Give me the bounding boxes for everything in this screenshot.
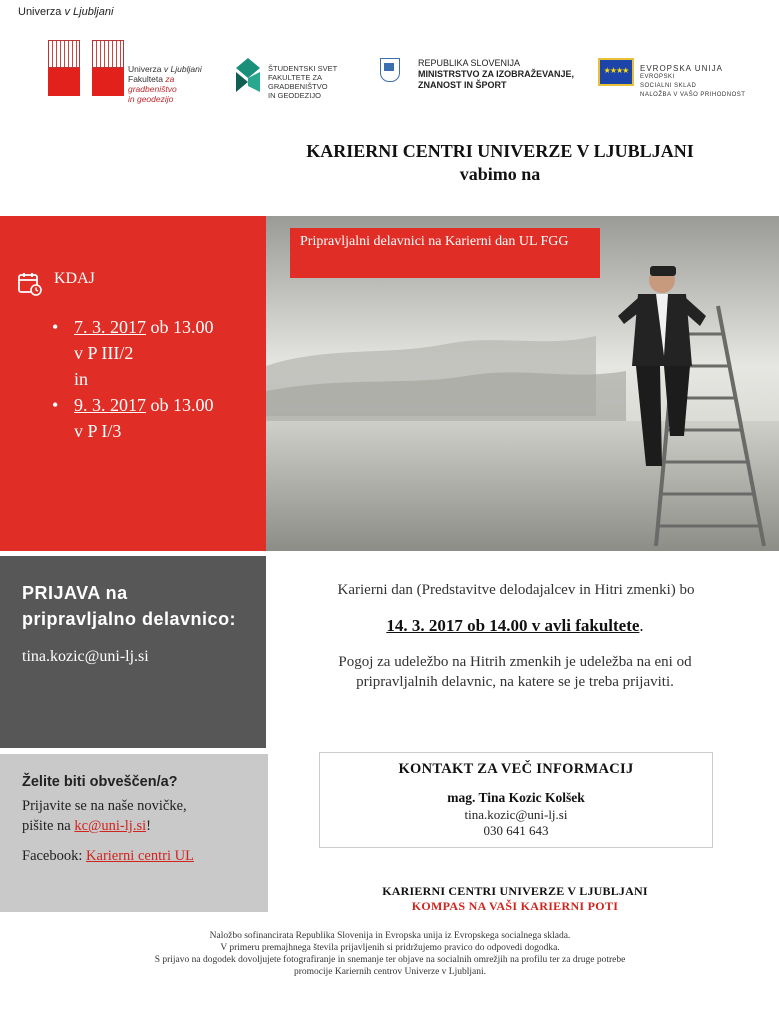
calendar-clock-icon <box>18 272 42 296</box>
logo-strip <box>48 38 748 104</box>
contact-name: mag. Tina Kozic Kolšek <box>447 790 585 805</box>
ministry-logo <box>380 54 600 98</box>
contact-box <box>319 752 713 848</box>
date-link: 7. 3. 2017 <box>74 317 146 337</box>
contact-email[interactable]: tina.kozic@uni-lj.si <box>464 807 568 822</box>
event-date: 14. 3. 2017 ob 14.00 v avli fakultete. <box>386 616 644 635</box>
registration-heading: PRIJAVA na pripravljalno delavnico: <box>22 583 237 629</box>
ul-fgg-logo <box>48 38 218 104</box>
room-label: v P I/3 <box>74 421 122 441</box>
student-council-text: ŠTUDENTSKI SVET FAKULTETE ZA GRADBENIŠTVO IN GEODEZIJO <box>268 64 338 100</box>
page-subtitle: vabimo na <box>459 164 541 184</box>
newsletter-question: Želite biti obveščen/a? <box>22 774 178 790</box>
student-council-logo <box>236 58 376 98</box>
ul-tower-icon <box>48 40 80 96</box>
brand-prefix: Univerza <box>18 6 65 18</box>
when-panel <box>0 216 266 551</box>
contact-phone: 030 641 643 <box>483 823 549 838</box>
event-condition: Pogoj za udeležbo na Hitrih zmenkih je udeležba na eni od pripravljalnih delavnic, na katere se je treba prijaviti. <box>338 654 692 690</box>
registration-panel <box>0 556 266 748</box>
date-link: 9. 3. 2017 <box>74 395 146 415</box>
newsletter-text: Prijavite se na naše novičke, pišite na kc@uni-lj.si! <box>22 798 187 834</box>
newsletter-email-link[interactable]: kc@uni-lj.si <box>74 818 147 834</box>
ul-fgg-logo-text: Univerza v Ljubljani Fakulteta za gradbeništvo in geodezijo <box>128 64 202 104</box>
date-item: • 9. 3. 2017 ob 13.00 v P I/3 <box>52 395 214 441</box>
brand-emph: v Ljubljani <box>64 6 114 18</box>
eu-flag-icon: ★★★★ <box>598 58 634 86</box>
fgg-tower-icon <box>92 40 124 96</box>
facebook-line: Facebook: Karierni centri UL <box>22 848 194 864</box>
promo-banner: Pripravljalni delavnici na Karierni dan UL FGG <box>290 228 600 278</box>
ministry-text: REPUBLIKA SLOVENIJA MINISTRSTVO ZA IZOBRAŽEVANJE, ZNANOST IN ŠPORT <box>418 58 575 90</box>
newsletter-panel <box>0 754 268 912</box>
student-council-icon <box>236 58 260 94</box>
footer-slogan: KOMPAS NA VAŠI KARIERNI POTI <box>411 899 619 913</box>
date-item: • 7. 3. 2017 ob 13.00 v P III/2 <box>52 317 214 363</box>
eu-text: EVROPSKA UNIJA EVROPSKI SOCIALNI SKLAD NALOŽBA V VAŠO PRIHODNOST <box>640 64 746 98</box>
top-brand <box>18 6 113 18</box>
fine-print: Naložbo sofinancirata Republika Slovenija in Evropska unija iz Evropskega socialnega sklada. V primeru premajhnega števila prijavljenih si pridržujemo pravico do odpovedi dogodka. S prijavo na dogodek dovoljujete fotografiranje in snemanje ter objave na socialnih omrežjih na profilu ter za druge potrebe promocije Kariernih centrov Univerze v Ljubljani. <box>154 931 626 977</box>
slovenia-coat-of-arms-icon <box>380 58 400 82</box>
date-list <box>24 314 264 444</box>
facebook-link[interactable]: Karierni centri UL <box>86 848 194 864</box>
date-connector: in <box>74 369 89 389</box>
footer-org: KARIERNI CENTRI UNIVERZE V LJUBLJANI <box>382 884 648 898</box>
room-label: v P III/2 <box>74 343 134 363</box>
when-label: KDAJ <box>54 270 95 287</box>
page-title: KARIERNI CENTRI UNIVERZE V LJUBLJANI <box>306 141 694 161</box>
eu-social-fund-logo <box>598 48 748 98</box>
event-intro: Karierni dan (Predstavitve delodajalcev in Hitri zmenki) bo <box>337 582 695 598</box>
contact-title: KONTAKT ZA VEČ INFORMACIJ <box>398 761 634 777</box>
registration-email[interactable]: tina.kozic@uni-lj.si <box>22 648 149 665</box>
